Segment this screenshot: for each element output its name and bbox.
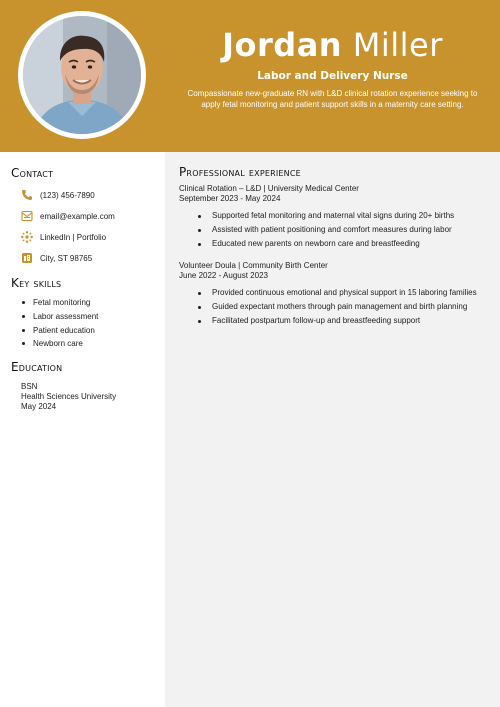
candidate-name: [165, 26, 500, 64]
list-item: Assisted with patient positioning and comfort measures during labor: [198, 225, 478, 235]
list-item: Guided expectant mothers through pain management and birth planning: [198, 302, 478, 312]
list-item: Patient education: [22, 326, 162, 340]
list-item: Fetal monitoring: [22, 298, 162, 312]
job-title: Labor and Delivery Nurse: [257, 70, 408, 82]
job-bullets: [198, 288, 478, 326]
list-item: Labor assessment: [22, 312, 162, 326]
contact-phone: [20, 188, 95, 202]
job-entry: [179, 184, 489, 253]
contact-email: [20, 209, 115, 223]
network-icon: [20, 230, 34, 244]
contact-heading: Contact: [11, 166, 54, 180]
first-name: Jordan: [222, 26, 343, 64]
email-icon: [20, 209, 34, 223]
contact-links: [20, 230, 106, 244]
list-item: Facilitated postpartum follow-up and breastfeeding support: [198, 316, 478, 326]
email-text: email@example.com: [40, 211, 115, 221]
job-org: Volunteer Doula | Community Birth Center: [179, 261, 328, 270]
contact-location: [20, 251, 92, 265]
list-item: Newborn care: [22, 339, 162, 353]
school: Health Sciences University: [21, 392, 117, 401]
job-org: Clinical Rotation – L&D | University Medical Center: [179, 184, 359, 193]
main-content: [165, 152, 500, 707]
profile-photo-frame: [18, 11, 146, 139]
job-bullets: [198, 211, 478, 249]
header-banner: [0, 0, 500, 152]
location-icon: [20, 251, 34, 265]
job-entry: [179, 261, 489, 330]
skills-list: [22, 298, 162, 353]
list-item: Provided continuous emotional and physical support in 15 laboring families: [198, 288, 478, 298]
phone-text: (123) 456-7890: [40, 190, 95, 200]
graduation-date: May 2024: [21, 402, 57, 411]
phone-icon: [20, 188, 34, 202]
profile-photo: [23, 16, 141, 134]
skills-heading: Key skills: [11, 276, 62, 290]
education-block: [21, 382, 116, 412]
job-dates: September 2023 - May 2024: [179, 194, 281, 203]
links-text: LinkedIn | Portfolio: [40, 232, 107, 242]
location-text: City, ST 98765: [40, 253, 93, 263]
experience-heading: Professional experience: [179, 165, 301, 179]
job-dates: June 2022 - August 2023: [179, 271, 268, 280]
summary-text: Compassionate new-graduate RN with L&D clinical rotation experience seeking to apply fetal monitoring and patient support skills in a maternity care setting.: [187, 89, 478, 109]
degree: BSN: [21, 382, 38, 391]
last-name: Miller: [352, 26, 443, 64]
list-item: Educated new parents on newborn care and breastfeeding: [198, 239, 478, 249]
list-item: Supported fetal monitoring and maternal vital signs during 20+ births: [198, 211, 478, 221]
education-heading: Education: [11, 360, 63, 374]
